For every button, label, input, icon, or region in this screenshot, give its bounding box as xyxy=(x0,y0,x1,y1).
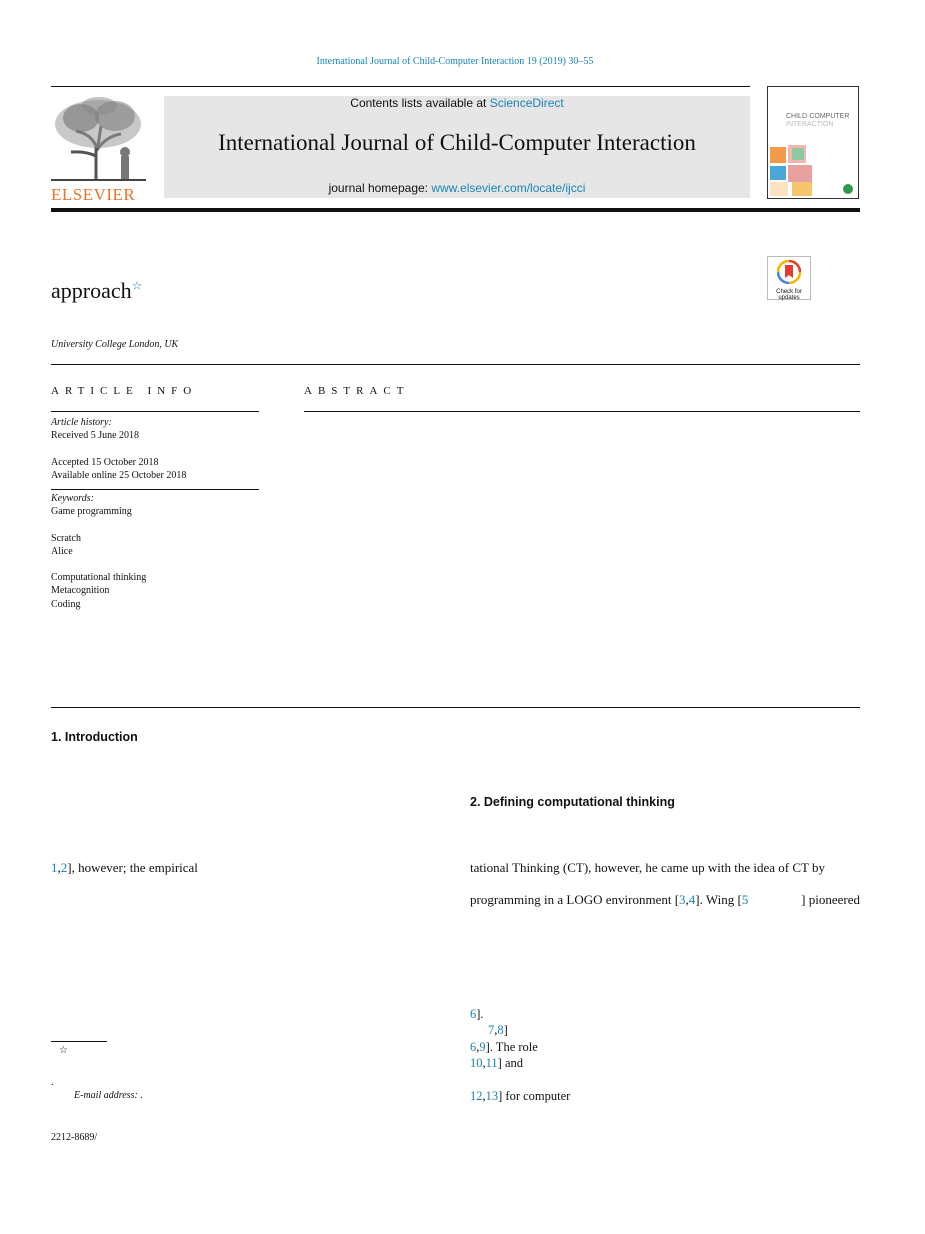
footnote-rule xyxy=(51,1041,107,1042)
ref-line: 10,11] and xyxy=(470,1056,524,1071)
email-end: . xyxy=(140,1090,143,1101)
title-footnote-star[interactable]: ☆ xyxy=(131,278,143,293)
journal-cover[interactable] xyxy=(767,86,859,199)
ref-line-text: ]. The role xyxy=(485,1039,538,1054)
ref-line-text: ]. xyxy=(476,1007,484,1021)
footnote-star: ☆ xyxy=(59,1045,68,1056)
homepage-link[interactable]: www.elsevier.com/locate/ijcci xyxy=(431,181,586,195)
citation-ref[interactable]: 9 xyxy=(479,1039,486,1054)
keyword-item: Alice xyxy=(51,545,73,557)
article-info-rule xyxy=(51,411,259,412)
right-col-refs xyxy=(470,1006,570,1104)
line2-text-a: programming in a LOGO environment [ xyxy=(470,892,680,907)
ref-line: 6,9]. The role xyxy=(470,1039,538,1054)
elsevier-logo[interactable] xyxy=(51,96,146,204)
abstract-rule xyxy=(304,411,860,412)
front-matter-bottom-rule xyxy=(51,707,860,708)
article-history xyxy=(51,416,261,482)
line2-segment-1: programming in a LOGO environment [3,4]. Wing [5 xyxy=(470,892,749,907)
cover-title-line1: CHILD·COMPUTER xyxy=(786,113,850,120)
badge-line2: updates xyxy=(778,295,800,301)
citation-ref[interactable]: 7 xyxy=(488,1023,495,1038)
affiliation: University College London, UK xyxy=(51,339,179,350)
keyword-item: Metacognition xyxy=(51,585,110,597)
ref-line-text: ] for computer xyxy=(498,1088,571,1103)
left-col-text: ], however; the empirical xyxy=(67,860,198,875)
citation-ref[interactable]: 8 xyxy=(497,1023,504,1038)
check-for-updates-badge[interactable] xyxy=(767,256,811,300)
citation-ref[interactable]: 3 xyxy=(679,892,686,907)
article-info-heading: ARTICLE INFO xyxy=(51,385,198,397)
section-2-title: 2. Defining computational thinking xyxy=(470,795,675,809)
cover-title-line2: INTERACTION xyxy=(786,121,834,128)
history-label: Article history: xyxy=(51,417,112,428)
keyword-item: Coding xyxy=(51,598,81,610)
right-col-line-1: tational Thinking (CT), however, he came up with the idea of CT by xyxy=(470,860,825,875)
header-top-rule xyxy=(51,86,750,87)
line2-text-b: ]. Wing [ xyxy=(695,892,742,907)
citation-ref[interactable]: 5 xyxy=(741,892,749,907)
citation-ref[interactable]: 1 xyxy=(51,860,58,875)
accepted-date: Accepted 15 October 2018 xyxy=(51,456,159,468)
elsevier-wordmark: ELSEVIER xyxy=(51,185,136,204)
cover-art-icon xyxy=(768,142,858,198)
citation-ref[interactable]: 13 xyxy=(485,1088,499,1103)
journal-header-box xyxy=(164,96,750,198)
line2-text-c: ] pioneered xyxy=(801,892,860,907)
keywords-label: Keywords: xyxy=(51,493,94,504)
homepage-line xyxy=(164,181,750,195)
keyword-item: Game programming xyxy=(51,506,132,518)
citation-ref[interactable]: 6 xyxy=(470,1007,477,1021)
keywords-rule xyxy=(51,489,259,490)
ref-line-text: ] and xyxy=(497,1056,524,1071)
email-footnote xyxy=(74,1090,143,1101)
received-date: Received 5 June 2018 xyxy=(51,430,140,442)
citation-ref[interactable]: 10 xyxy=(470,1056,483,1071)
sciencedirect-link[interactable]: ScienceDirect xyxy=(489,96,564,110)
contents-line xyxy=(164,96,750,110)
right-col-line-2 xyxy=(470,892,860,908)
section-1-title: 1. Introduction xyxy=(51,730,138,744)
homepage-prefix: journal homepage: xyxy=(328,181,432,195)
citation-ref[interactable]: 6 xyxy=(470,1039,477,1054)
cover-title xyxy=(786,113,849,129)
issn: 2212-8689/ xyxy=(51,1132,98,1143)
elsevier-tree-icon xyxy=(51,96,146,182)
affiliation-rule xyxy=(51,364,860,365)
abstract-heading: ABSTRACT xyxy=(304,385,410,397)
footnote-dot: . xyxy=(51,1077,54,1088)
journal-title: International Journal of Child-Computer Interaction xyxy=(218,130,696,155)
left-col-line: 1,2], however; the empirical xyxy=(51,860,198,875)
citation-ref[interactable]: 2 xyxy=(60,860,68,875)
ref-line-text: ] xyxy=(503,1023,508,1038)
keyword-item: Scratch xyxy=(51,532,81,544)
badge-line1: Check for xyxy=(776,289,802,295)
ref-line: 7,8] xyxy=(488,1023,508,1038)
citation-ref[interactable]: 12 xyxy=(470,1088,483,1103)
ref-line: 12,13] for computer xyxy=(470,1088,571,1103)
available-date: Available online 25 October 2018 xyxy=(51,469,187,481)
article-title xyxy=(51,278,142,304)
journal-citation[interactable]: International Journal of Child-Computer Interaction 19 (2019) 30–55 xyxy=(316,56,594,67)
badge-text xyxy=(768,289,810,301)
contents-prefix: Contents lists available at xyxy=(350,96,490,110)
citation-ref[interactable]: 4 xyxy=(688,892,696,907)
keyword-item: Computational thinking xyxy=(51,572,147,584)
email-label: E-mail address: xyxy=(74,1090,138,1101)
keywords-block xyxy=(51,492,261,611)
article-title-text: approach xyxy=(51,278,132,303)
citation-ref[interactable]: 11 xyxy=(485,1056,498,1071)
check-updates-icon xyxy=(777,260,801,284)
ref-line xyxy=(470,1006,570,1022)
header-thick-rule xyxy=(51,208,860,212)
